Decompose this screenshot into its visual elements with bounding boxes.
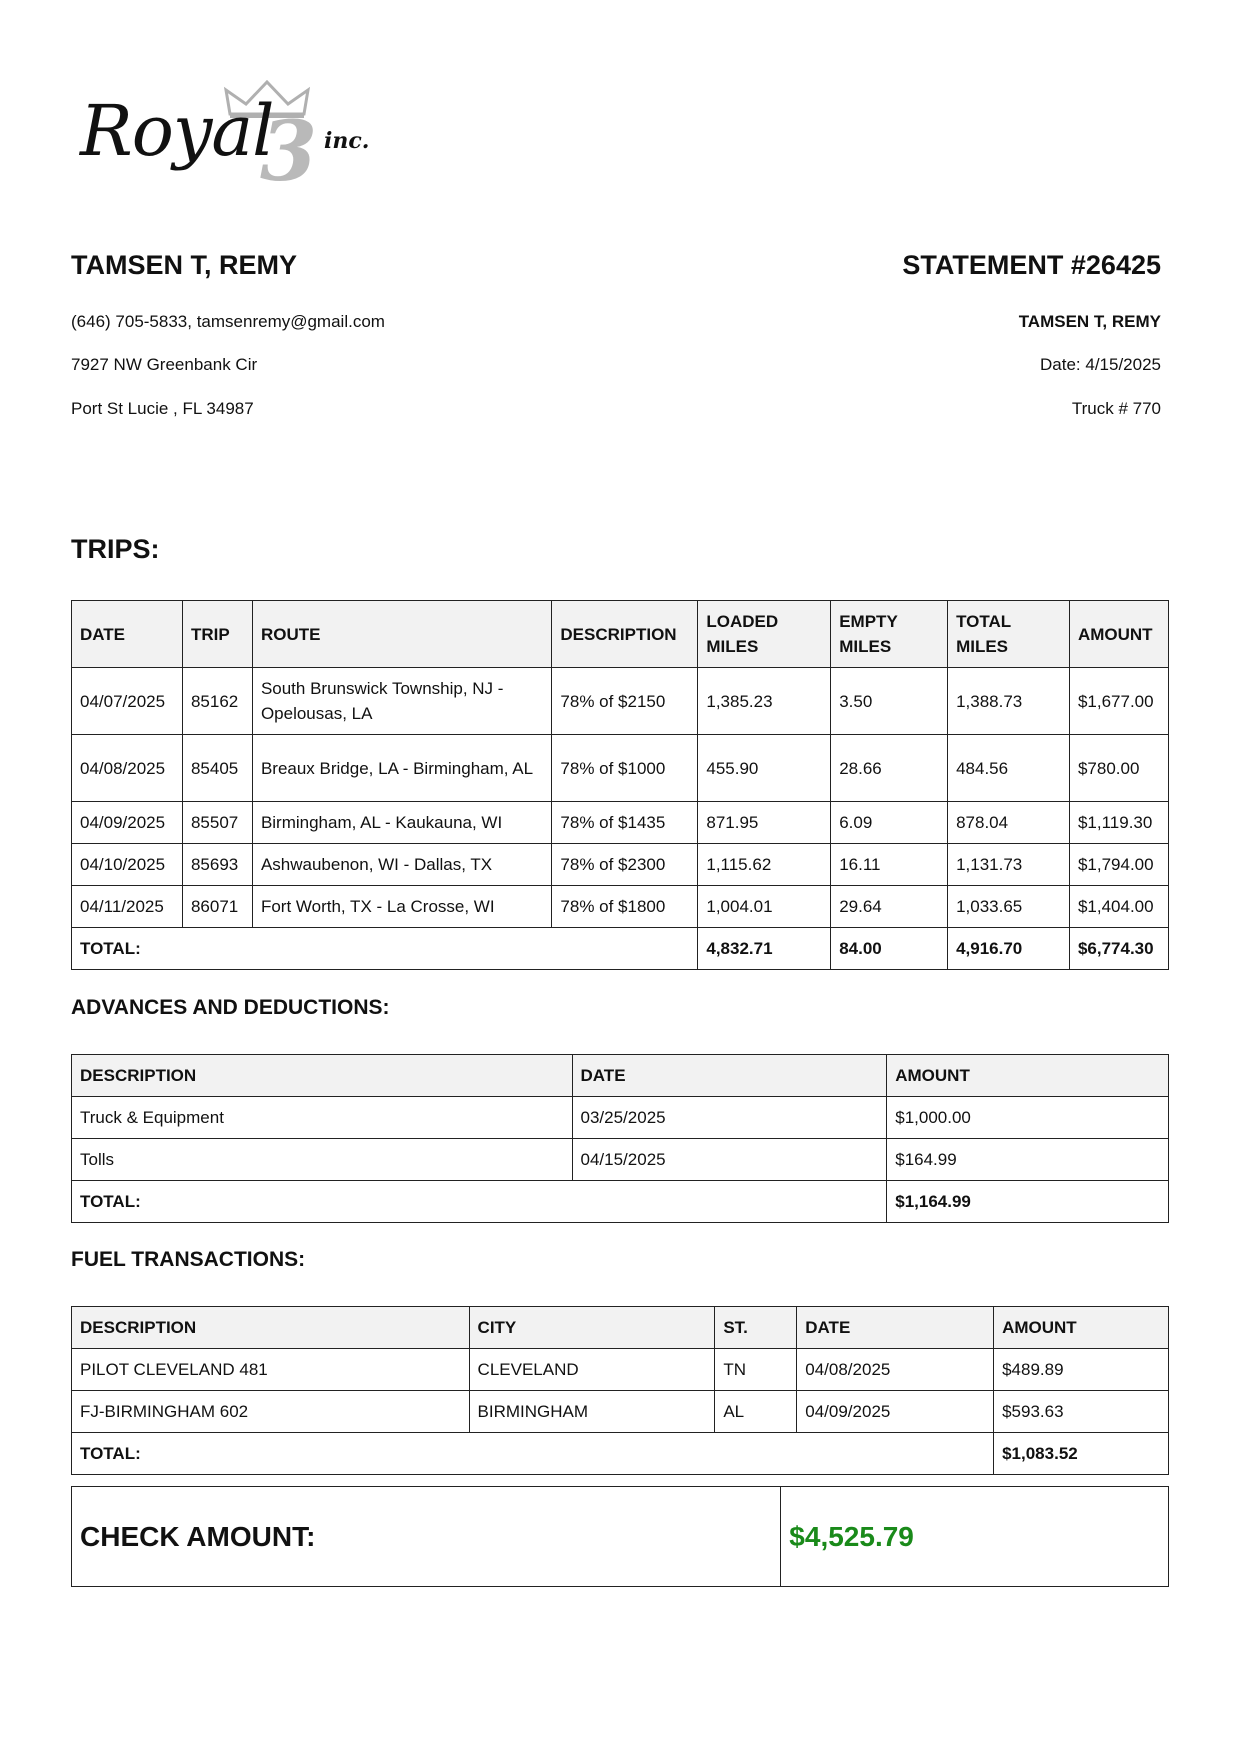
trip-date: 04/09/2025 [72, 802, 183, 844]
check-amount-label: CHECK AMOUNT: [72, 1487, 781, 1587]
trip-empty-miles: 28.66 [831, 735, 948, 802]
fuel-description: FJ-BIRMINGHAM 602 [72, 1391, 470, 1433]
trip-date: 04/07/2025 [72, 668, 183, 735]
header-date: DATE [72, 601, 183, 668]
header-description: DESCRIPTION [552, 601, 698, 668]
trip-number: 85405 [182, 735, 252, 802]
statement-title: STATEMENT #26425 [902, 250, 1161, 280]
table-row [72, 886, 1169, 928]
trip-amount: $1,119.30 [1069, 802, 1168, 844]
trip-date: 04/11/2025 [72, 886, 183, 928]
table-row [72, 1097, 1169, 1139]
logo-wordmark: Royal [80, 90, 274, 172]
table-row [72, 1391, 1169, 1433]
fuel-state: TN [715, 1349, 797, 1391]
trip-loaded-miles: 1,115.62 [698, 844, 831, 886]
advance-date: 03/25/2025 [572, 1097, 887, 1139]
trip-route: Birmingham, AL - Kaukauna, WI [252, 802, 551, 844]
trip-number: 85162 [182, 668, 252, 735]
logo-suffix: inc. [324, 128, 370, 154]
driver-address-line2: Port St Lucie , FL 34987 [71, 399, 254, 418]
driver-contact: (646) 705-5833, tamsenremy@gmail.com [71, 312, 385, 331]
header-amount: AMOUNT [994, 1307, 1169, 1349]
trip-description: 78% of $1800 [552, 886, 698, 928]
trips-total-loaded: 4,832.71 [698, 928, 831, 970]
fuel-description: PILOT CLEVELAND 481 [72, 1349, 470, 1391]
table-row [72, 802, 1169, 844]
trips-total-empty: 84.00 [831, 928, 948, 970]
header-total-miles: TOTAL MILES [948, 601, 1070, 668]
advances-total-label: TOTAL: [72, 1181, 887, 1223]
statement-date: Date: 4/15/2025 [1040, 355, 1161, 374]
advance-amount: $1,000.00 [887, 1097, 1169, 1139]
fuel-city: BIRMINGHAM [469, 1391, 715, 1433]
trip-loaded-miles: 455.90 [698, 735, 831, 802]
trip-amount: $780.00 [1069, 735, 1168, 802]
fuel-total-amount: $1,083.52 [994, 1433, 1169, 1475]
advances-total-row [72, 1181, 1169, 1223]
trip-total-miles: 1,388.73 [948, 668, 1070, 735]
check-amount-value: $4,525.79 [781, 1487, 1169, 1587]
fuel-total-row [72, 1433, 1169, 1475]
driver-name: TAMSEN T, REMY [71, 250, 298, 280]
header-empty-miles: EMPTY MILES [831, 601, 948, 668]
trips-table [71, 600, 1169, 970]
table-row [72, 735, 1169, 802]
trip-date: 04/08/2025 [72, 735, 183, 802]
trips-header-row [72, 601, 1169, 668]
driver-address-line1: 7927 NW Greenbank Cir [71, 355, 258, 374]
trips-title: TRIPS: [71, 534, 160, 564]
company-logo [72, 72, 392, 202]
fuel-date: 04/09/2025 [797, 1391, 994, 1433]
table-row [72, 1139, 1169, 1181]
header-city: CITY [469, 1307, 715, 1349]
advances-total-amount: $1,164.99 [887, 1181, 1169, 1223]
trip-empty-miles: 3.50 [831, 668, 948, 735]
advances-table [71, 1054, 1169, 1223]
trip-total-miles: 484.56 [948, 735, 1070, 802]
trip-loaded-miles: 1,004.01 [698, 886, 831, 928]
trip-description: 78% of $2150 [552, 668, 698, 735]
trip-loaded-miles: 871.95 [698, 802, 831, 844]
trip-empty-miles: 16.11 [831, 844, 948, 886]
trip-number: 86071 [182, 886, 252, 928]
trip-total-miles: 1,131.73 [948, 844, 1070, 886]
statement-truck: Truck # 770 [1071, 399, 1161, 418]
advance-amount: $164.99 [887, 1139, 1169, 1181]
header-amount: AMOUNT [1069, 601, 1168, 668]
trip-amount: $1,404.00 [1069, 886, 1168, 928]
fuel-date: 04/08/2025 [797, 1349, 994, 1391]
header-state: ST. [715, 1307, 797, 1349]
advances-title: ADVANCES AND DEDUCTIONS: [71, 996, 390, 1019]
header-trip: TRIP [182, 601, 252, 668]
trip-loaded-miles: 1,385.23 [698, 668, 831, 735]
table-row [72, 1349, 1169, 1391]
fuel-title: FUEL TRANSACTIONS: [71, 1248, 306, 1271]
trip-amount: $1,794.00 [1069, 844, 1168, 886]
trip-empty-miles: 29.64 [831, 886, 948, 928]
trip-empty-miles: 6.09 [831, 802, 948, 844]
trip-total-miles: 1,033.65 [948, 886, 1070, 928]
check-amount-box [71, 1486, 1169, 1587]
trip-date: 04/10/2025 [72, 844, 183, 886]
table-row [72, 668, 1169, 735]
trip-total-miles: 878.04 [948, 802, 1070, 844]
fuel-city: CLEVELAND [469, 1349, 715, 1391]
fuel-table [71, 1306, 1169, 1475]
advance-date: 04/15/2025 [572, 1139, 887, 1181]
header-date: DATE [797, 1307, 994, 1349]
header-amount: AMOUNT [887, 1055, 1169, 1097]
header-loaded-miles: LOADED MILES [698, 601, 831, 668]
trip-number: 85507 [182, 802, 252, 844]
fuel-state: AL [715, 1391, 797, 1433]
trips-total-label: TOTAL: [72, 928, 698, 970]
fuel-amount: $489.89 [994, 1349, 1169, 1391]
header-description: DESCRIPTION [72, 1307, 470, 1349]
advances-header-row [72, 1055, 1169, 1097]
trip-route: Ashwaubenon, WI - Dallas, TX [252, 844, 551, 886]
trip-route: Fort Worth, TX - La Crosse, WI [252, 886, 551, 928]
trip-number: 85693 [182, 844, 252, 886]
trips-total-row [72, 928, 1169, 970]
statement-driver-name: TAMSEN T, REMY [1018, 312, 1161, 331]
fuel-total-label: TOTAL: [72, 1433, 994, 1475]
fuel-header-row [72, 1307, 1169, 1349]
trip-description: 78% of $2300 [552, 844, 698, 886]
trip-description: 78% of $1435 [552, 802, 698, 844]
trip-amount: $1,677.00 [1069, 668, 1168, 735]
header-description: DESCRIPTION [72, 1055, 573, 1097]
advance-description: Tolls [72, 1139, 573, 1181]
logo-numeral: 3 [260, 104, 318, 200]
trip-description: 78% of $1000 [552, 735, 698, 802]
trips-total-amount: $6,774.30 [1069, 928, 1168, 970]
advance-description: Truck & Equipment [72, 1097, 573, 1139]
trip-route: South Brunswick Township, NJ - Opelousas, LA [252, 668, 551, 735]
header-route: ROUTE [252, 601, 551, 668]
trips-total-miles: 4,916.70 [948, 928, 1070, 970]
trip-route: Breaux Bridge, LA - Birmingham, AL [252, 735, 551, 802]
fuel-amount: $593.63 [994, 1391, 1169, 1433]
table-row [72, 844, 1169, 886]
header-date: DATE [572, 1055, 887, 1097]
